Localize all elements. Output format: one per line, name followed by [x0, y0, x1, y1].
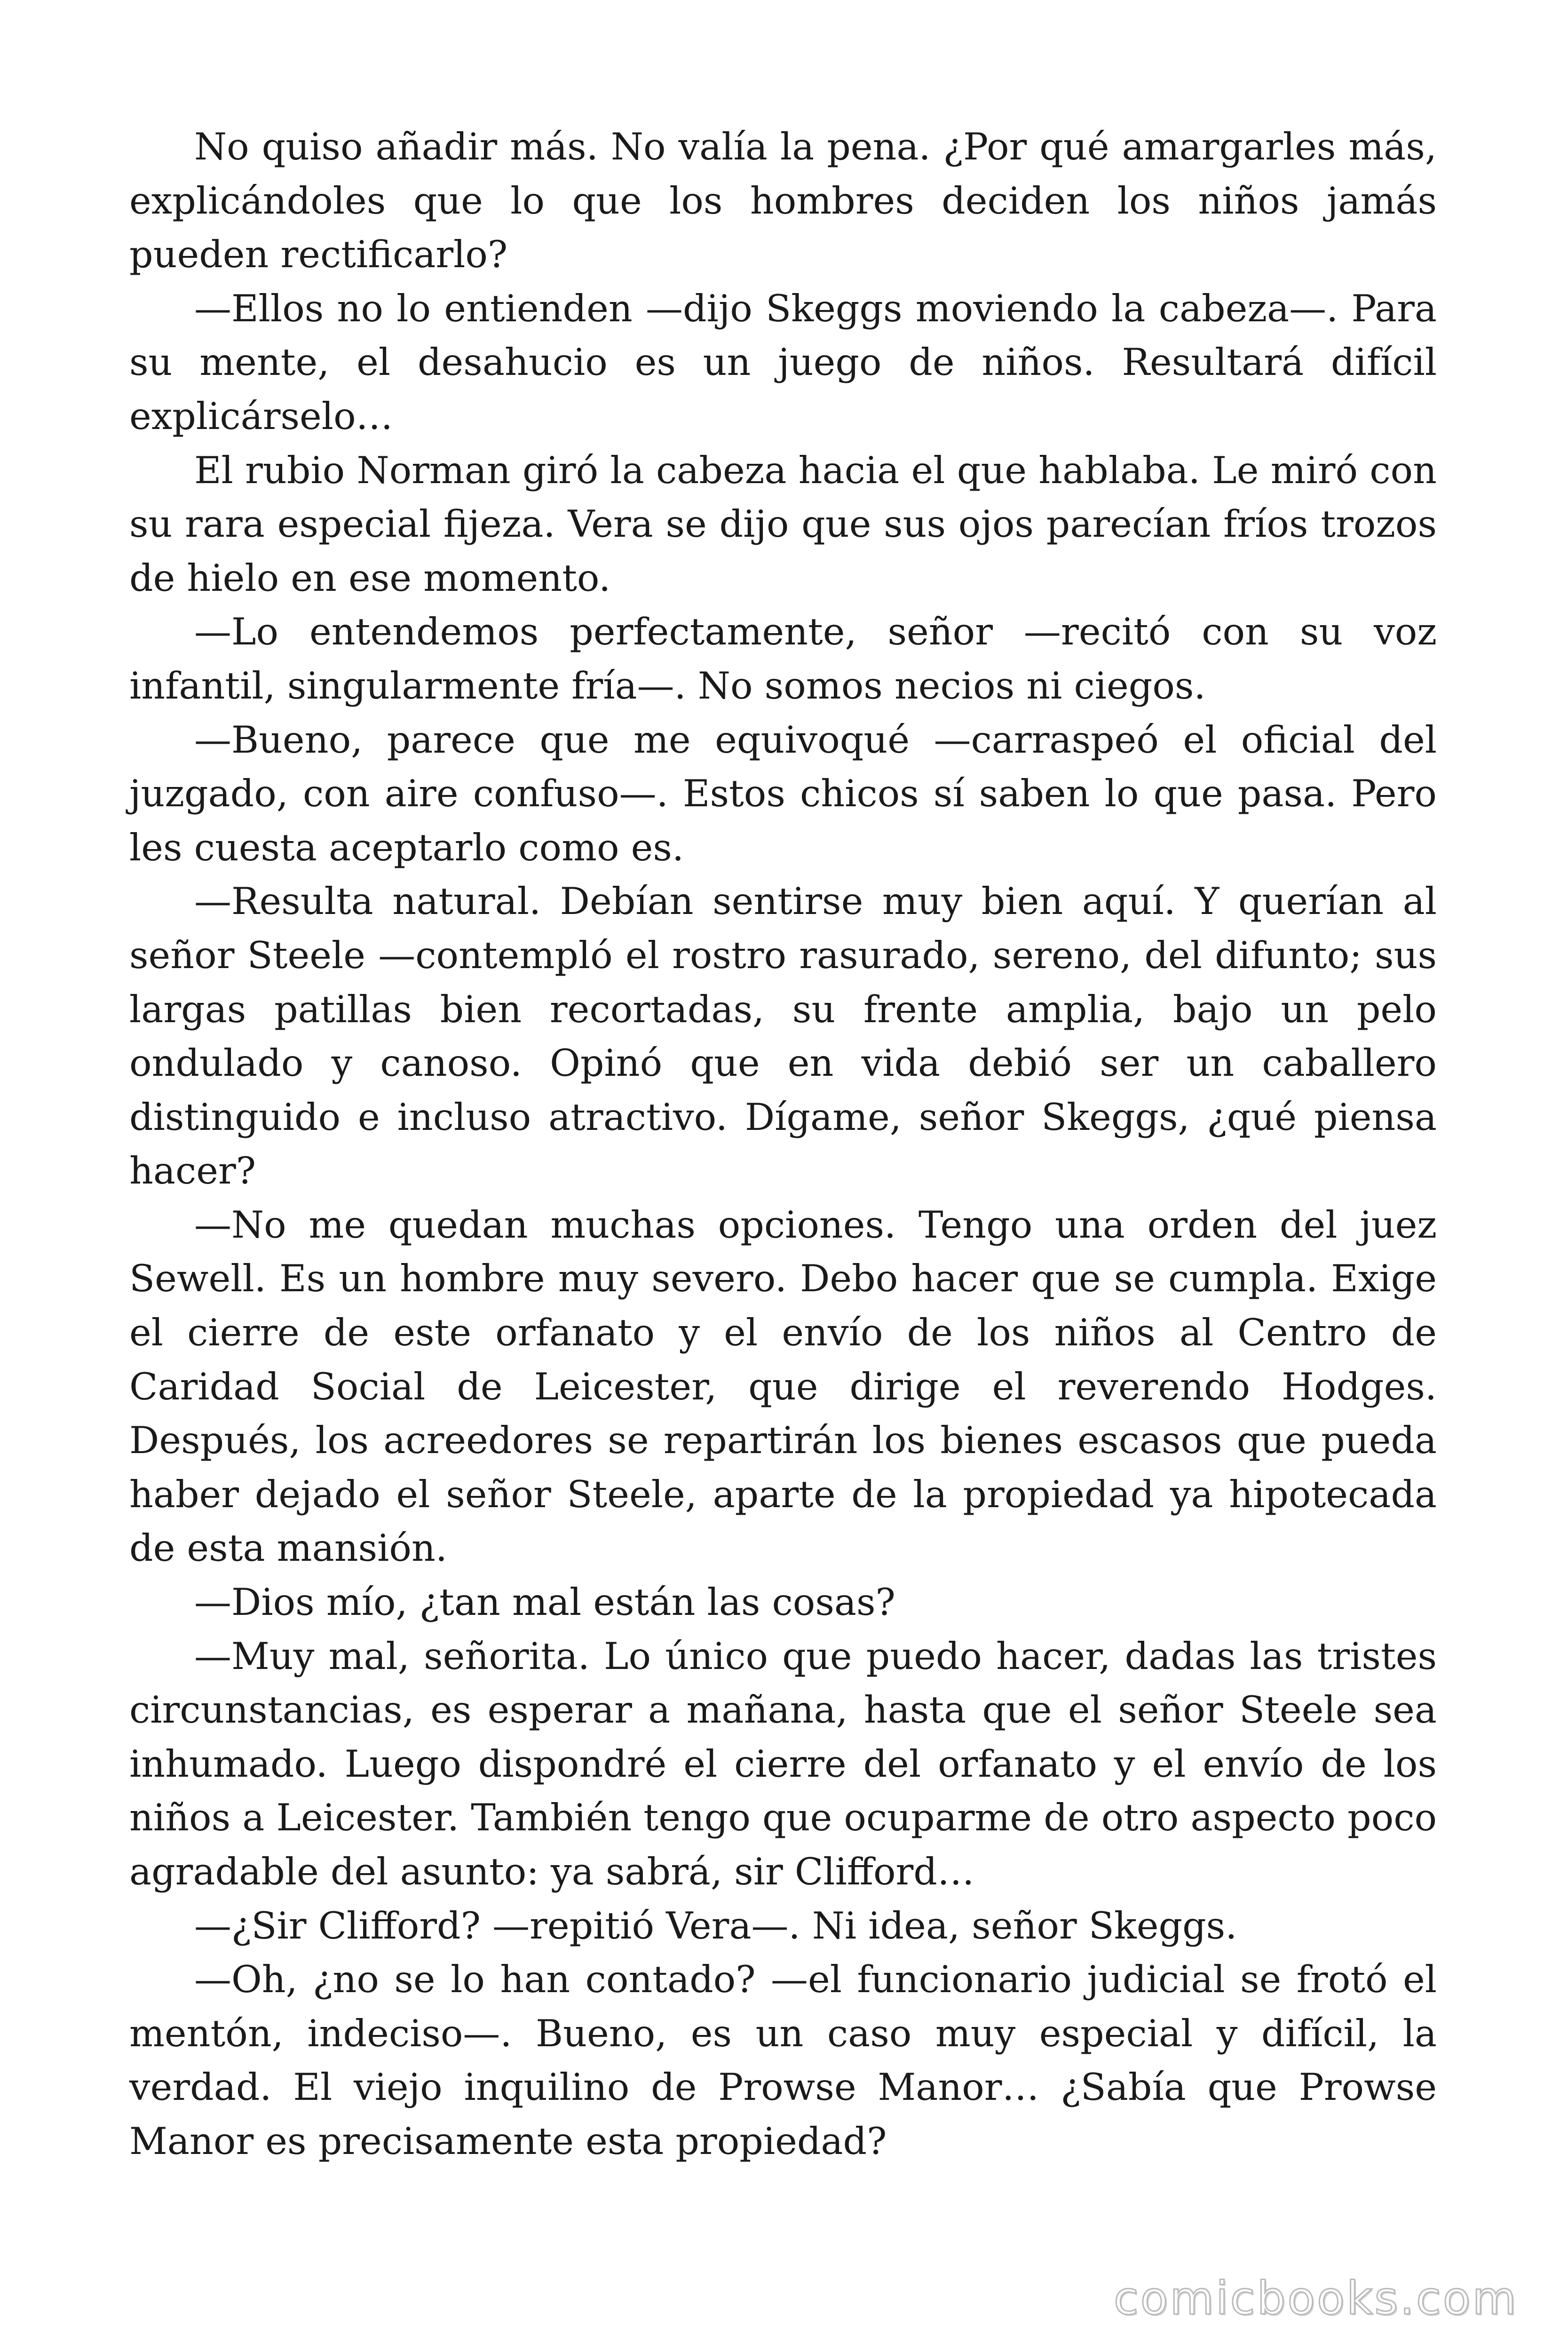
paragraph: No quiso añadir más. No valía la pena. ¿Por qué amargarles más, explicándoles que lo que los hombres deciden los niños jamás pueden rectificarlo? [129, 125, 1437, 277]
paragraph: —¿Sir Clifford? —repitió Vera—. Ni idea, señor Skeggs. [194, 1904, 1237, 1947]
paragraph: El rubio Norman giró la cabeza hacia el que hablaba. Le miró con su rara especial fijeza. Vera se dijo que sus ojos parecían fríos trozos de hielo en ese momento. [129, 448, 1437, 600]
paragraph: —Oh, ¿no se lo han contado? —el funcionario judicial se frotó el mentón, indeciso—. Bueno, es un caso muy especial y difícil, la verdad. El viejo inquilino de Prowse Manor… ¿Sabía que Prowse Manor es precisamente esta propiedad? [129, 1958, 1437, 2163]
paragraph: —Lo entendemos perfectamente, señor —recitó con su voz infantil, singularmente fría—. No somos necios ni ciegos. [129, 610, 1437, 707]
page-body [129, 120, 1437, 2169]
paragraph: —Bueno, parece que me equivoqué —carraspeó el oficial del juzgado, con aire confuso—. Estos chicos sí saben lo que pasa. Pero les cuesta aceptarlo como es. [129, 718, 1437, 869]
watermark: comicbooks.com [1113, 2272, 1518, 2325]
paragraph: —Muy mal, señorita. Lo único que puedo hacer, dadas las tristes circunstancias, es esperar a mañana, hasta que el señor Steele sea inhumado. Luego dispondré el cierre del orfanato y el envío de los niños a Leicester. También tengo que ocuparme de otro aspecto poco agradable del asunto: ya sabrá, sir Clifford… [129, 1634, 1437, 1893]
paragraph: —No me quedan muchas opciones. Tengo una orden del juez Sewell. Es un hombre muy severo. Debo hacer que se cumpla. Exige el cierre de este orfanato y el envío de los niños al Centro de Caridad Social de Leicester, que dirige el reverendo Hodges. Después, los acreedores se repartirán los bienes escasos que pueda haber dejado el señor Steele, aparte de la propiedad ya hipotecada de esta mansión. [129, 1203, 1437, 1570]
paragraph: —Ellos no lo entienden —dijo Skeggs moviendo la cabeza—. Para su mente, el desahucio es un juego de niños. Resultará difícil explicárselo… [129, 286, 1437, 438]
paragraph: —Dios mío, ¿tan mal están las cosas? [194, 1581, 895, 1624]
paragraph: —Resulta natural. Debían sentirse muy bien aquí. Y querían al señor Steele —contempló el rostro rasurado, sereno, del difunto; sus largas patillas bien recortadas, su frente amplia, bajo un pelo ondulado y canoso. Opinó que en vida debió ser un caballero distinguido e incluso atractivo. Dígame, señor Skeggs, ¿qué piensa hacer? [129, 880, 1437, 1193]
